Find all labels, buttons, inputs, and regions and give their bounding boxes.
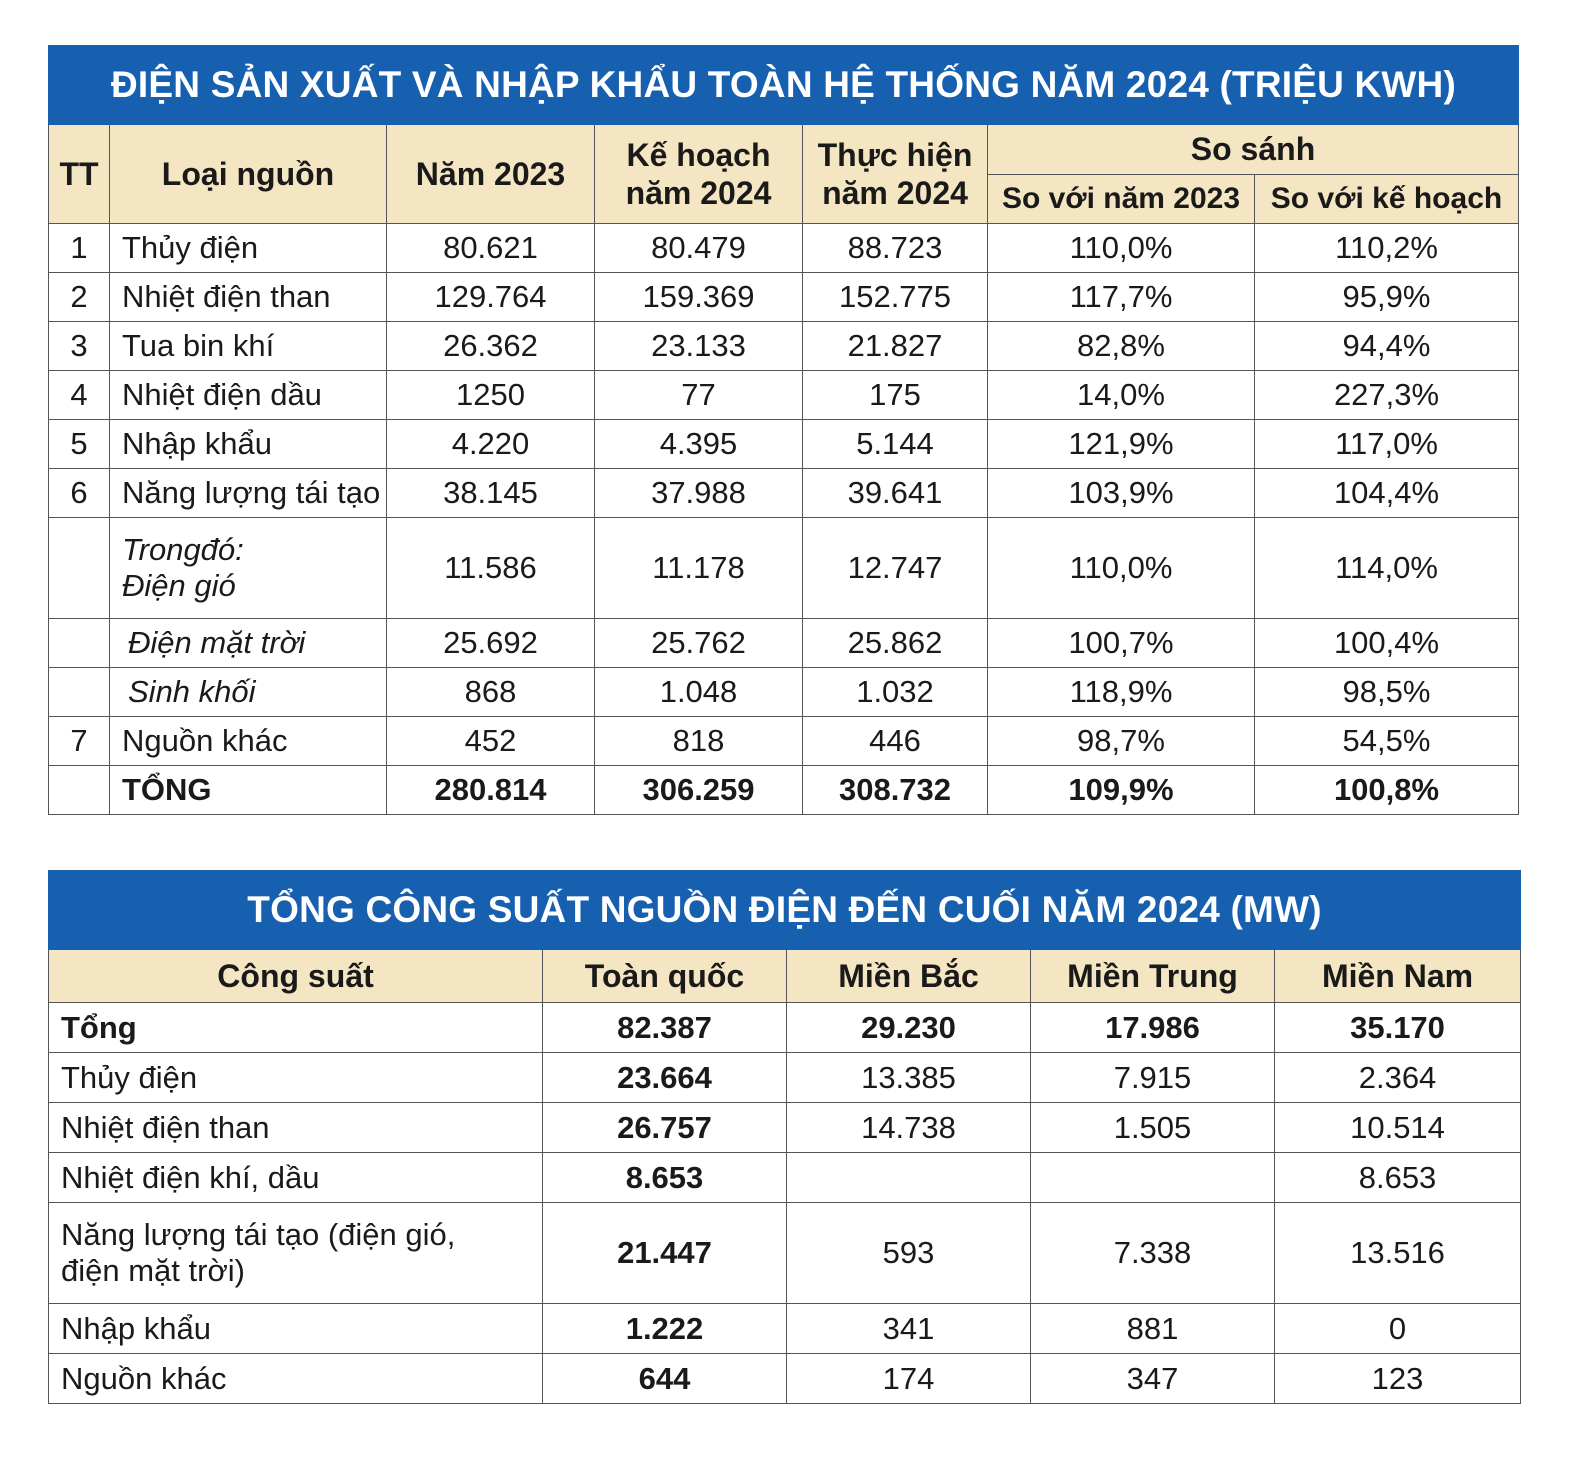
cell-plan: 80.479: [595, 224, 803, 273]
cell-central: 347: [1031, 1354, 1275, 1404]
cell-2023: 4.220: [387, 420, 595, 469]
table-row: [49, 1304, 1521, 1354]
header-source-type: Loại nguồn: [110, 125, 387, 224]
table-row: [49, 1053, 1521, 1103]
header-actual-line1: Thực hiện: [817, 137, 973, 173]
cell-vs-plan: 94,4%: [1255, 322, 1519, 371]
row-tt: 2: [49, 273, 110, 322]
row-capacity-type: [49, 1203, 543, 1304]
row-capacity-type: Nguồn khác: [49, 1354, 543, 1404]
cell-south: 35.170: [1275, 1003, 1521, 1053]
row-source-line1: Trongđó:: [122, 532, 244, 567]
cell-plan: 37.988: [595, 469, 803, 518]
row-tt: 1: [49, 224, 110, 273]
header-plan-line2: năm 2024: [625, 175, 772, 211]
cell-vs-2023: 103,9%: [988, 469, 1255, 518]
table-row: [49, 668, 1519, 717]
header-actual-2024: [803, 125, 988, 224]
cell-2023: 452: [387, 717, 595, 766]
cell-actual: 39.641: [803, 469, 988, 518]
header-national: Toàn quốc: [543, 950, 787, 1003]
cell-vs-plan: 95,9%: [1255, 273, 1519, 322]
table-row: [49, 224, 1519, 273]
row-source: Sinh khối: [110, 668, 387, 717]
cell-north: 341: [787, 1304, 1031, 1354]
header-capacity: Công suất: [49, 950, 543, 1003]
table-row: [49, 1153, 1521, 1203]
header-vs-2023: So với năm 2023: [988, 174, 1255, 224]
header-compare: So sánh: [988, 125, 1519, 175]
total-row: [49, 766, 1519, 815]
cell-vs-plan: 98,5%: [1255, 668, 1519, 717]
cell-vs-2023: 14,0%: [988, 371, 1255, 420]
table-row: [49, 1103, 1521, 1153]
header-south: Miền Nam: [1275, 950, 1521, 1003]
cell-plan: 306.259: [595, 766, 803, 815]
cell-2023: 129.764: [387, 273, 595, 322]
cell-vs-plan: 100,4%: [1255, 619, 1519, 668]
cell-south: 10.514: [1275, 1103, 1521, 1153]
row-capacity-type: Nhiệt điện than: [49, 1103, 543, 1153]
cell-national: 1.222: [543, 1304, 787, 1354]
row-source: Nguồn khác: [110, 717, 387, 766]
cell-central: 7.915: [1031, 1053, 1275, 1103]
cell-central: 7.338: [1031, 1203, 1275, 1304]
table-row: [49, 518, 1519, 619]
capacity-table-title: TỔNG CÔNG SUẤT NGUỒN ĐIỆN ĐẾN CUỐI NĂM 2024 (MW): [49, 871, 1521, 950]
cell-central: 881: [1031, 1304, 1275, 1354]
cell-2023: 868: [387, 668, 595, 717]
header-year-2023: Năm 2023: [387, 125, 595, 224]
cell-national: 8.653: [543, 1153, 787, 1203]
cell-vs-2023: 98,7%: [988, 717, 1255, 766]
header-tt: TT: [49, 125, 110, 224]
table-row: [49, 371, 1519, 420]
cell-vs-plan: 100,8%: [1255, 766, 1519, 815]
cell-plan: 4.395: [595, 420, 803, 469]
cell-vs-2023: 110,0%: [988, 518, 1255, 619]
row-capacity-type: Thủy điện: [49, 1053, 543, 1103]
cell-vs-plan: 227,3%: [1255, 371, 1519, 420]
cell-national: 21.447: [543, 1203, 787, 1304]
cell-national: 26.757: [543, 1103, 787, 1153]
cell-south: 0: [1275, 1304, 1521, 1354]
row-capacity-type: Nhập khẩu: [49, 1304, 543, 1354]
row-capacity-type: Nhiệt điện khí, dầu: [49, 1153, 543, 1203]
cell-central: [1031, 1153, 1275, 1203]
row-source-line2: Điện gió: [122, 568, 236, 603]
row-source: Nhập khẩu: [110, 420, 387, 469]
row-tt: 5: [49, 420, 110, 469]
capacity-table: [48, 870, 1521, 1404]
cell-actual: 446: [803, 717, 988, 766]
row-tt: 7: [49, 717, 110, 766]
cell-actual: 5.144: [803, 420, 988, 469]
cell-vs-plan: 114,0%: [1255, 518, 1519, 619]
header-plan-line1: Kế hoạch: [626, 137, 771, 173]
cell-national: 23.664: [543, 1053, 787, 1103]
cell-2023: 280.814: [387, 766, 595, 815]
cell-plan: 77: [595, 371, 803, 420]
cell-north: 14.738: [787, 1103, 1031, 1153]
row-tt: [49, 766, 110, 815]
cell-south: 2.364: [1275, 1053, 1521, 1103]
header-central: Miền Trung: [1031, 950, 1275, 1003]
row-source: TỔNG: [110, 766, 387, 815]
table-row: [49, 1354, 1521, 1404]
row-source: Điện mặt trời: [110, 619, 387, 668]
row-source: Nhiệt điện than: [110, 273, 387, 322]
cell-vs-plan: 54,5%: [1255, 717, 1519, 766]
cell-actual: 175: [803, 371, 988, 420]
cell-plan: 11.178: [595, 518, 803, 619]
cell-actual: 88.723: [803, 224, 988, 273]
cell-national: 644: [543, 1354, 787, 1404]
cell-actual: 21.827: [803, 322, 988, 371]
cell-vs-2023: 118,9%: [988, 668, 1255, 717]
table-row: [49, 619, 1519, 668]
cell-actual: 1.032: [803, 668, 988, 717]
row-source: Tua bin khí: [110, 322, 387, 371]
cell-actual: 152.775: [803, 273, 988, 322]
row-source: Nhiệt điện dầu: [110, 371, 387, 420]
cell-national: 82.387: [543, 1003, 787, 1053]
row-tt: 6: [49, 469, 110, 518]
row-capacity-type-line1: Năng lượng tái tạo (điện gió,: [61, 1217, 456, 1252]
table-row: [49, 420, 1519, 469]
cell-vs-plan: 110,2%: [1255, 224, 1519, 273]
row-source: Thủy điện: [110, 224, 387, 273]
row-tt: 3: [49, 322, 110, 371]
cell-2023: 80.621: [387, 224, 595, 273]
cell-vs-plan: 104,4%: [1255, 469, 1519, 518]
total-row: [49, 1003, 1521, 1053]
cell-2023: 26.362: [387, 322, 595, 371]
table-row: [49, 322, 1519, 371]
production-table-title: ĐIỆN SẢN XUẤT VÀ NHẬP KHẨU TOÀN HỆ THỐNG NĂM 2024 (TRIỆU KWH): [49, 46, 1519, 125]
row-capacity-type: Tổng: [49, 1003, 543, 1053]
row-source: [110, 518, 387, 619]
cell-north: 13.385: [787, 1053, 1031, 1103]
header-vs-plan: So với kế hoạch: [1255, 174, 1519, 224]
cell-2023: 1250: [387, 371, 595, 420]
cell-south: 13.516: [1275, 1203, 1521, 1304]
cell-2023: 38.145: [387, 469, 595, 518]
table-row: [49, 273, 1519, 322]
row-capacity-type-line2: điện mặt trời): [61, 1253, 245, 1288]
cell-vs-2023: 110,0%: [988, 224, 1255, 273]
row-tt: [49, 668, 110, 717]
cell-actual: 308.732: [803, 766, 988, 815]
cell-central: 1.505: [1031, 1103, 1275, 1153]
header-actual-line2: năm 2024: [822, 175, 968, 211]
cell-plan: 1.048: [595, 668, 803, 717]
cell-vs-2023: 117,7%: [988, 273, 1255, 322]
table-row: [49, 469, 1519, 518]
cell-vs-2023: 100,7%: [988, 619, 1255, 668]
production-table: [48, 45, 1519, 815]
row-source: Năng lượng tái tạo: [110, 469, 387, 518]
cell-vs-plan: 117,0%: [1255, 420, 1519, 469]
cell-vs-2023: 82,8%: [988, 322, 1255, 371]
cell-south: 8.653: [1275, 1153, 1521, 1203]
cell-plan: 818: [595, 717, 803, 766]
header-plan-2024: [595, 125, 803, 224]
row-tt: 4: [49, 371, 110, 420]
cell-vs-2023: 109,9%: [988, 766, 1255, 815]
cell-plan: 23.133: [595, 322, 803, 371]
row-tt: [49, 619, 110, 668]
cell-2023: 25.692: [387, 619, 595, 668]
table-row: [49, 717, 1519, 766]
cell-north: 174: [787, 1354, 1031, 1404]
row-tt: [49, 518, 110, 619]
cell-vs-2023: 121,9%: [988, 420, 1255, 469]
cell-2023: 11.586: [387, 518, 595, 619]
cell-central: 17.986: [1031, 1003, 1275, 1053]
cell-north: 593: [787, 1203, 1031, 1304]
table-row: [49, 1203, 1521, 1304]
cell-actual: 12.747: [803, 518, 988, 619]
cell-south: 123: [1275, 1354, 1521, 1404]
cell-plan: 25.762: [595, 619, 803, 668]
cell-north: 29.230: [787, 1003, 1031, 1053]
cell-plan: 159.369: [595, 273, 803, 322]
cell-actual: 25.862: [803, 619, 988, 668]
header-north: Miền Bắc: [787, 950, 1031, 1003]
cell-north: [787, 1153, 1031, 1203]
